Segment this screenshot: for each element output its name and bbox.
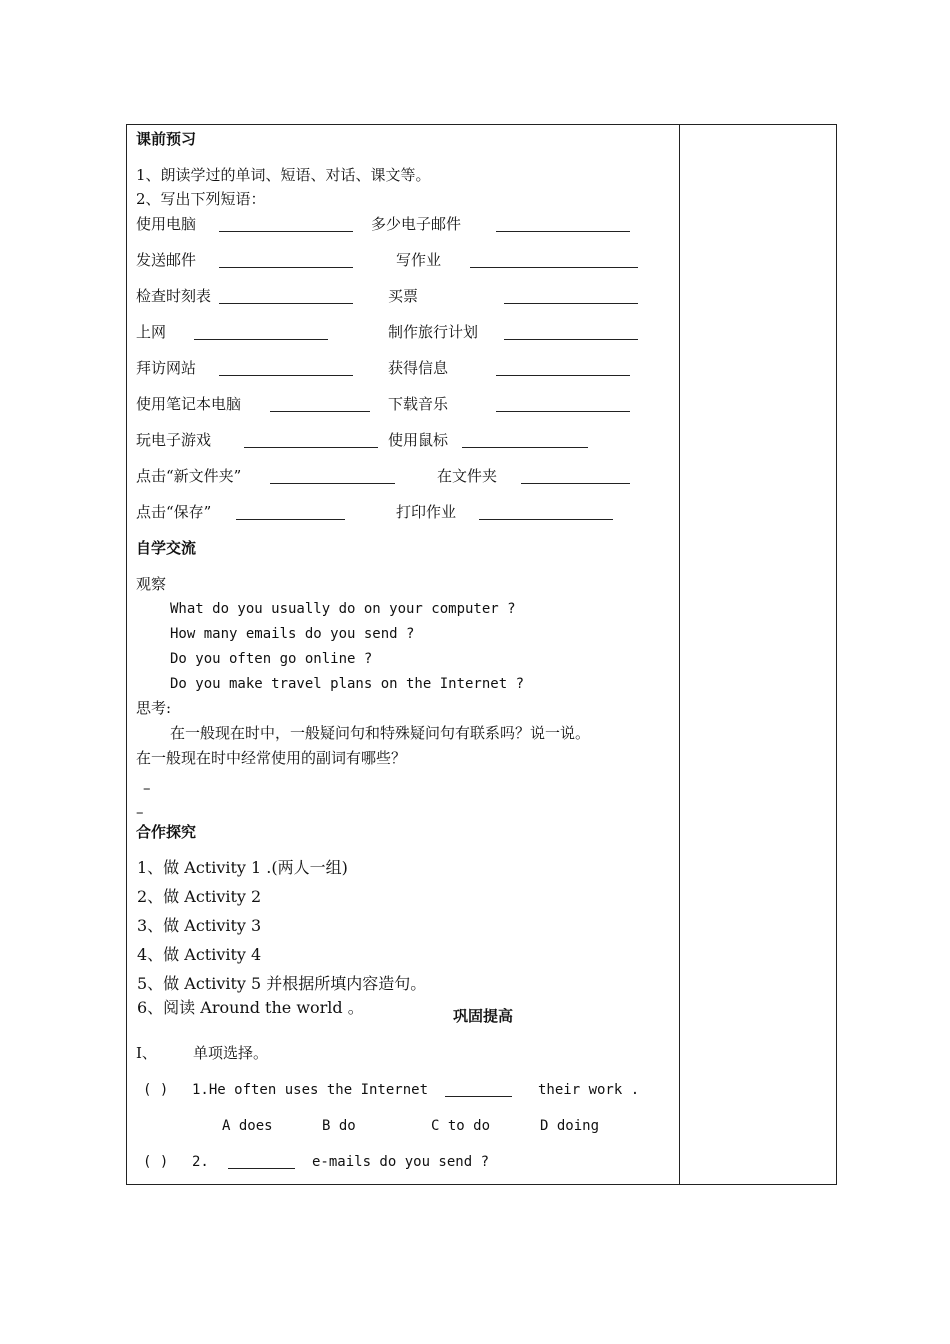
phrase-label: 点击“保存” (136, 503, 212, 521)
option-c: C to do (431, 1118, 491, 1134)
phrase-label: 发送邮件 (136, 251, 197, 269)
option-b: B do (322, 1118, 356, 1134)
phrase-label: 打印作业 (396, 503, 457, 521)
phrase-label: 多少电子邮件 (371, 215, 462, 233)
phrase-label: 使用鼠标 (388, 431, 449, 449)
exercise-section-number: I、 (136, 1044, 157, 1062)
answer-blank (521, 483, 630, 484)
instruction-2: 2、写出下列短语： (136, 190, 266, 208)
phrase-label: 下载音乐 (388, 395, 449, 413)
activity-item: 1、做 Activity 1 .(两人一组) (137, 858, 348, 877)
phrase-label: 获得信息 (388, 359, 449, 377)
answer-blank (270, 411, 370, 412)
observe-label: 观察 (136, 575, 167, 593)
exercise-section-title: 单项选择。 (193, 1044, 269, 1062)
phrase-label: 拜访网站 (136, 359, 197, 377)
answer-blank (462, 447, 588, 448)
answer-blank (470, 267, 638, 268)
answer-paren: ( ) (143, 1154, 169, 1170)
question-text: 1.He often uses the Internet (192, 1082, 429, 1098)
option-d: D doing (540, 1118, 600, 1134)
question-line: What do you usually do on your computer ? (170, 601, 516, 617)
answer-blank (504, 339, 638, 340)
dash-mark: – (136, 803, 144, 821)
think-label: 思考: (136, 699, 172, 717)
answer-blank (219, 375, 353, 376)
activity-item: 6、阅读 Around the world 。 (137, 998, 364, 1017)
phrase-label: 使用笔记本电脑 (136, 395, 242, 413)
question-line: How many emails do you send ? (170, 626, 415, 642)
think-question-1: 在一般现在时中，一般疑问句和特殊疑问句有联系吗？说一说。 (170, 724, 591, 742)
answer-blank (194, 339, 328, 340)
answer-blank (236, 519, 345, 520)
section-heading-consolidate: 巩固提高 (453, 1007, 514, 1025)
answer-blank (219, 231, 353, 232)
answer-blank (496, 375, 630, 376)
instruction-1: 1、朗读学过的单词、短语、对话、课文等。 (136, 166, 431, 184)
answer-blank (244, 447, 378, 448)
section-heading-self-study: 自学交流 (136, 539, 197, 557)
section-heading-preview: 课前预习 (136, 130, 197, 148)
question-line: Do you often go online ? (170, 651, 373, 667)
phrase-label: 写作业 (396, 251, 442, 269)
phrase-label: 玩电子游戏 (136, 431, 212, 449)
question-number: 2. (192, 1154, 209, 1170)
question-tail: e-mails do you send ? (312, 1154, 490, 1170)
phrase-label: 上网 (136, 323, 167, 341)
option-a: A does (222, 1118, 273, 1134)
phrase-label: 检查时刻表 (136, 287, 212, 305)
answer-blank (496, 411, 630, 412)
column-divider (679, 124, 680, 1185)
section-heading-cooperation: 合作探究 (136, 823, 197, 841)
answer-blank (270, 483, 395, 484)
answer-blank (219, 303, 353, 304)
phrase-label: 使用电脑 (136, 215, 197, 233)
answer-paren: ( ) (143, 1082, 169, 1098)
answer-blank (479, 519, 613, 520)
question-tail: their work . (538, 1082, 640, 1098)
phrase-label: 点击“新文件夹” (136, 467, 242, 485)
answer-blank (228, 1168, 295, 1169)
question-line: Do you make travel plans on the Internet ? (170, 676, 525, 692)
phrase-label: 制作旅行计划 (388, 323, 479, 341)
phrase-label: 在文件夹 (437, 467, 498, 485)
answer-blank (504, 303, 638, 304)
answer-blank (445, 1096, 512, 1097)
activity-item: 2、做 Activity 2 (137, 887, 262, 906)
activity-item: 3、做 Activity 3 (137, 916, 262, 935)
answer-blank (219, 267, 353, 268)
phrase-label: 买票 (388, 287, 419, 305)
think-question-2: 在一般现在时中经常使用的副词有哪些？ (136, 749, 407, 767)
answer-blank (496, 231, 630, 232)
activity-item: 5、做 Activity 5 并根据所填内容造句。 (137, 974, 427, 993)
activity-item: 4、做 Activity 4 (137, 945, 262, 964)
dash-mark: – (143, 779, 151, 797)
